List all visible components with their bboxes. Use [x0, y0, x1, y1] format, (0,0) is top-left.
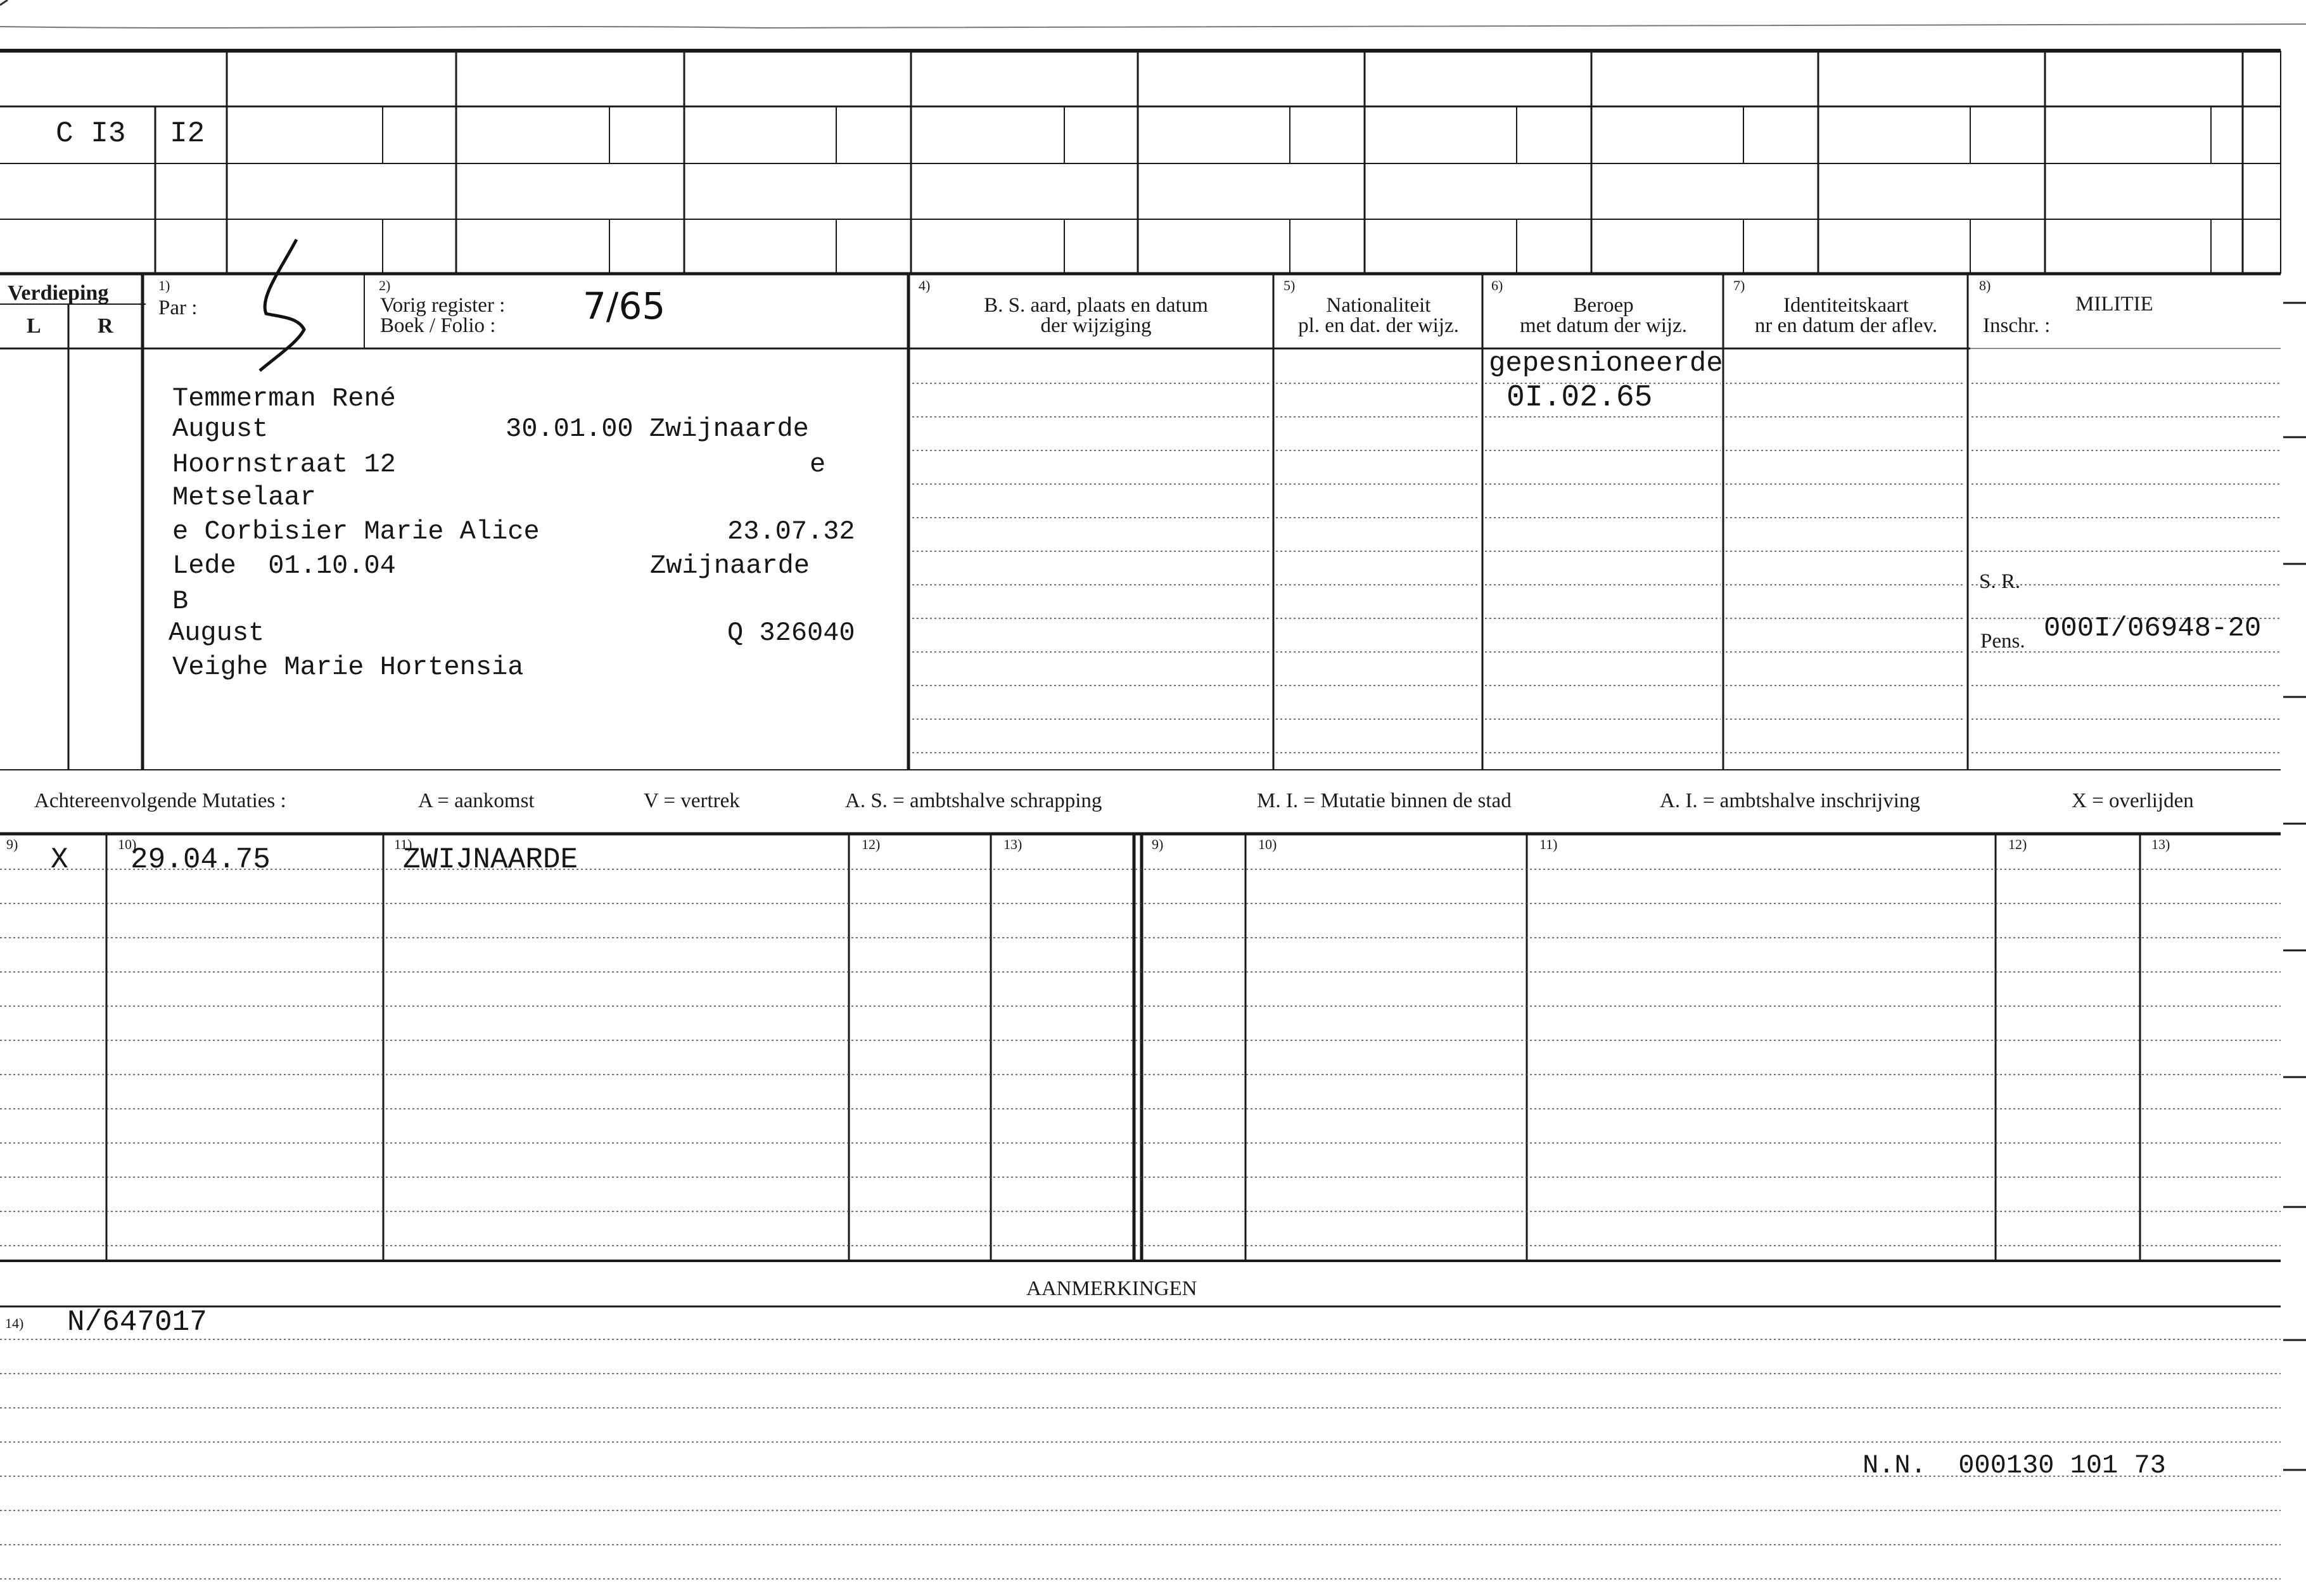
legend-mutatie: M. I. = Mutatie binnen de stad [1257, 789, 1512, 812]
militie-label: MILITIE [2075, 293, 2153, 316]
spouse-date: 23.07.32 [727, 516, 855, 547]
person-firstname: August [172, 414, 269, 444]
column-6-number: 6) [1491, 278, 1503, 293]
beroep-sub-label: met datum der wijz. [1520, 314, 1687, 337]
child-name: August [169, 618, 265, 648]
verdieping-r-label: R [98, 314, 113, 338]
legend-title: Achtereenvolgende Mutaties : [34, 789, 286, 812]
mutation-col-10-right: 10) [1258, 836, 1277, 852]
pens-value: 000I/06948-20 [2044, 613, 2262, 644]
person-code: B [172, 586, 189, 616]
legend-schrapping: A. S. = ambtshalve schrapping [845, 789, 1102, 812]
mutation-col-12-right: 12) [2008, 836, 2027, 852]
person-address: Hoornstraat 12 [172, 449, 396, 480]
mutation-col-13: 13) [1003, 836, 1022, 852]
beroep-value: gepesnioneerde [1489, 348, 1723, 380]
nationaliteit-sub-label: pl. en dat. der wijz. [1298, 314, 1459, 337]
identiteitskaart-label: Identiteitskaart [1783, 294, 1909, 317]
mutation-col-10: 10) [118, 836, 137, 852]
mutation-col-13-right: 13) [2151, 836, 2170, 852]
national-number: N.N. 000130 101 73 [1863, 1450, 2166, 1481]
legend-vertrek: V = vertrek [644, 789, 740, 812]
vorig-register-label: Vorig register : [380, 294, 506, 317]
person-address-note: e [810, 449, 826, 480]
inschr-label: Inschr. : [1983, 314, 2051, 337]
mutation-code: X [51, 843, 68, 876]
mutation-col-11-right: 11) [1539, 836, 1558, 852]
vorig-register-value: 7/65 [583, 284, 666, 328]
mother-name: Veighe Marie Hortensia [172, 652, 524, 682]
spouse-name: e Corbisier Marie Alice [172, 516, 540, 547]
legend-aankomst: A = aankomst [418, 789, 535, 812]
beroep-label: Beroep [1573, 294, 1634, 317]
verdieping-label: Verdieping [8, 281, 109, 305]
sr-label: S. R. [1979, 570, 2021, 593]
identiteitskaart-sub-label: nr en datum der aflev. [1754, 314, 1938, 337]
bs-label-line1: B. S. aard, plaats en datum [984, 294, 1208, 317]
mutation-place: ZWIJNAARDE [403, 843, 578, 876]
beroep-date: 0I.02.65 [1507, 381, 1653, 415]
mutation-col-11: 11) [394, 836, 412, 852]
verdieping-l-label: L [27, 314, 41, 338]
person-name: Temmerman René [172, 383, 396, 414]
bs-label-line2: der wijziging [1040, 314, 1152, 337]
mutation-col-9: 9) [6, 836, 18, 852]
mutation-col-9-right: 9) [1152, 836, 1164, 852]
child-code: Q 326040 [727, 618, 855, 648]
grid-number-cell: I2 [170, 117, 205, 150]
column-4-number: 4) [919, 278, 931, 293]
column-7-number: 7) [1733, 278, 1745, 293]
spouse-place: Zwijnaarde [650, 551, 810, 581]
boek-folio-label: Boek / Folio : [380, 314, 496, 337]
column-5-number: 5) [1284, 278, 1296, 293]
spouse-birth: Lede 01.10.04 [172, 551, 396, 581]
nationaliteit-label: Nationaliteit [1326, 294, 1431, 317]
legend-overlijden: X = overlijden [2072, 789, 2194, 812]
person-birth: 30.01.00 Zwijnaarde [506, 414, 809, 444]
remarks-title: AANMERKINGEN [1026, 1277, 1197, 1300]
remarks-number: 14) [5, 1315, 24, 1331]
column-8-number: 8) [1979, 278, 1991, 293]
par-label: Par : [158, 297, 198, 319]
person-occupation: Metselaar [172, 482, 316, 513]
column-2-number: 2) [379, 278, 391, 293]
mutation-col-12: 12) [862, 836, 881, 852]
legend-inschrijving: A. I. = ambtshalve inschrijving [1660, 789, 1920, 812]
mutation-date: 29.04.75 [131, 843, 271, 876]
column-1-number: 1) [158, 278, 170, 293]
remarks-value: N/647017 [67, 1306, 207, 1339]
grid-code-cell: C I3 [56, 117, 126, 150]
pens-label: Pens. [1980, 630, 2025, 653]
